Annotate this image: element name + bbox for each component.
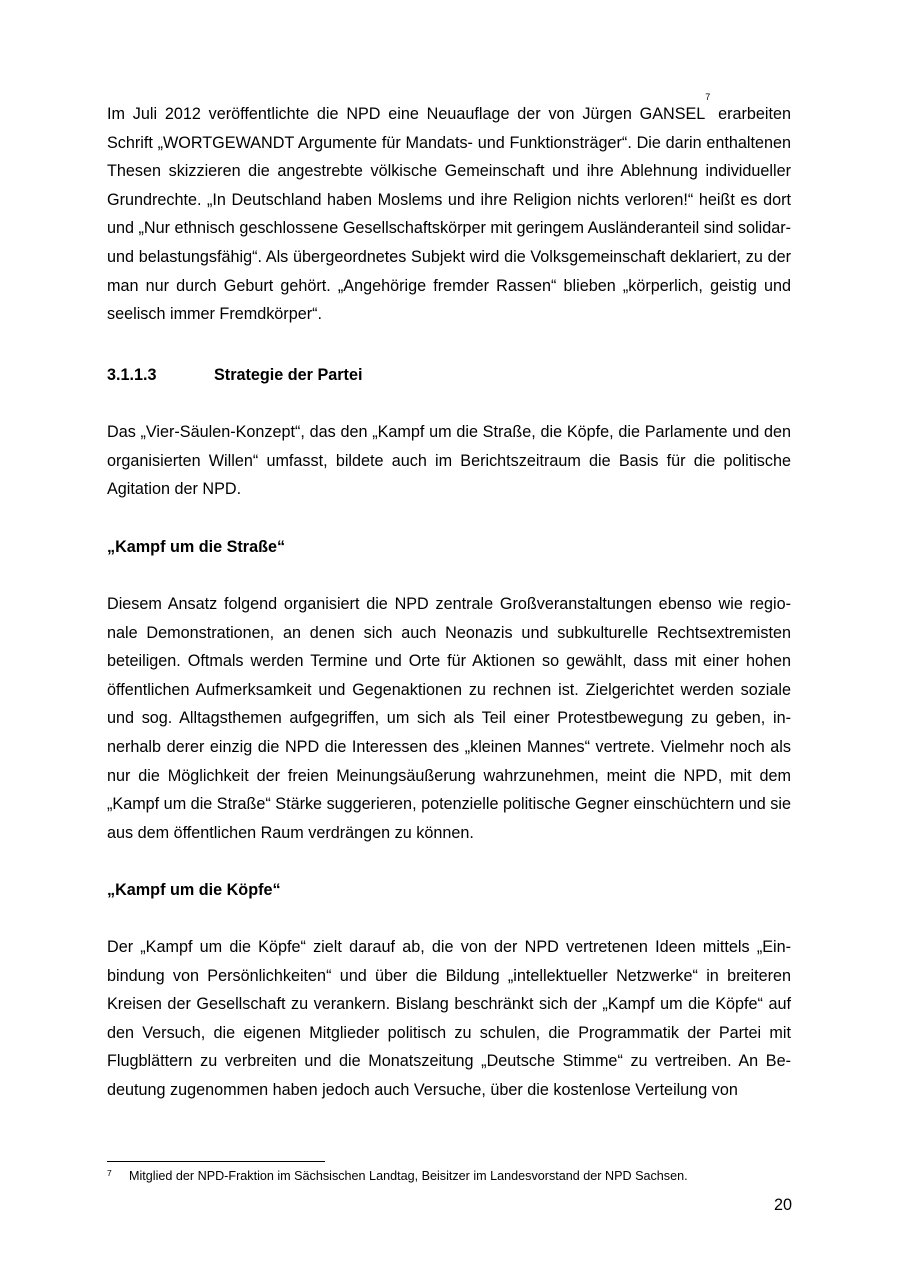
page-number: 20 <box>773 1196 792 1214</box>
paragraph-strategy: Das „Vier-Säulen-Konzept“, das den „Kampf um die Straße, die Köpfe, die Parlamente und den organisierten Willen“ umfasst, bildete auch im Berichtszeitraum die Basis für die politische Agitation der NPD. <box>107 423 791 499</box>
section-number: 3.1.1.3 <box>107 366 157 384</box>
paragraph-intro-text-start: Im Juli 2012 veröffentlichte die NPD eine Neuauflage der von Jürgen GANSEL <box>107 105 706 123</box>
paragraph-minds: Der „Kampf um die Köpfe“ zielt darauf ab, die von der NPD vertretenen Ideen mittels „Einbindung von Persönlichkeiten“ und über die Bildung „intellektueller Netzwerke“ in breiteren Kreisen der Gesellschaft zu verankern. Bislang beschränkt sich der „Kampf um die Köpfe“ auf den Versuch, die eigenen Mitglieder politisch zu schulen, die Programmatik der Partei mit Flugblättern zu verbreiten und die Monatszeitung „Deutsche Stimme“ zu vertreiben. An Bedeutung zugenommen haben jedoch auch Versuche, über die kostenlose Verteilung von <box>107 938 791 1099</box>
section-heading <box>107 361 362 389</box>
footnote-separator <box>107 1161 325 1162</box>
footnote-marker: 7 <box>107 1168 112 1178</box>
paragraph-intro-text-rest: erarbeiten Schrift „WORTGEWANDT Argumente für Mandats- und Funktionsträger“. Die darin enthaltenen Thesen skizzieren die angestrebte völkische Gemeinschaft und ihre Ablehnung individueller Grundrechte. „In Deutschland haben Moslems und ihre Religion nichts verloren!“ heißt es dort und „Nur ethnisch geschlossene Gesellschaftskörper mit geringem Ausländeranteil sind solidar- und belastungsfähig“. Als übergeordnetes Subjekt wird die Volksgemeinschaft deklariert, zu der man nur durch Geburt gehört. „Angehörige fremder Rassen“ blieben „körperlich, geistig und seelisch immer Fremdkörper“. <box>107 105 791 324</box>
paragraph-street: Diesem Ansatz folgend organisiert die NPD zentrale Großveranstaltungen ebenso wie regionale Demonstrationen, an denen sich auch Neonazis und subkulturelle Rechtsextremisten beteiligen. Oftmals werden Termine und Orte für Aktionen so gewählt, dass mit einer hohen öffentlichen Aufmerksamkeit und Gegenaktionen zu rechnen ist. Zielgerichtet werden soziale und sog. Alltagsthemen aufgegriffen, um sich als Teil einer Protestbewegung zu geben, innerhalb derer einzig die NPD die Interessen des „kleinen Mannes“ vertrete. Vielmehr noch als nur die Möglichkeit der freien Meinungsäußerung wahrzunehmen, meint die NPD, mit dem „Kampf um die Straße“ Stärke suggerieren, potenzielle politische Gegner einschüchtern und sie aus dem öffentlichen Raum verdrängen zu können. <box>107 595 791 842</box>
subheading-street: „Kampf um die Straße“ <box>107 538 286 556</box>
footnote-text: Mitglied der NPD-Fraktion im Sächsischen Landtag, Beisitzer im Landesvorstand der NPD Sachsen. <box>129 1169 688 1183</box>
footnote-reference-marker: 7 <box>705 92 711 102</box>
subheading-minds: „Kampf um die Köpfe“ <box>107 881 281 899</box>
paragraph-intro <box>107 92 791 329</box>
section-title: Strategie der Partei <box>214 366 363 384</box>
